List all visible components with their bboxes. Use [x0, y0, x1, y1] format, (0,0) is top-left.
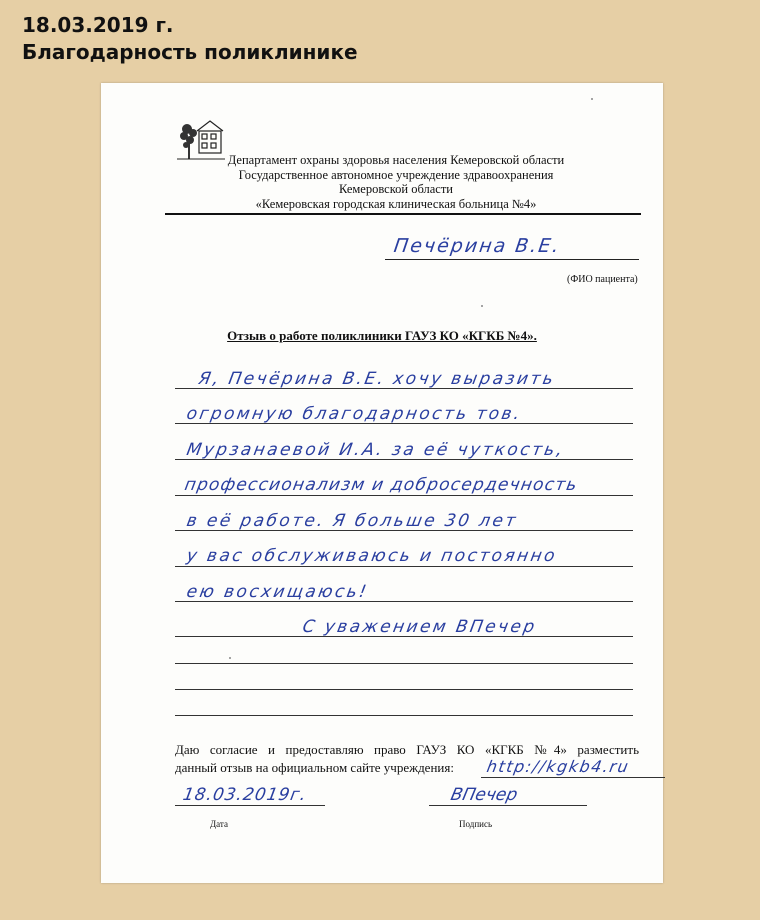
scan-speck — [481, 305, 483, 307]
date-line — [175, 805, 325, 806]
ruled-line — [175, 715, 633, 716]
handwritten-line: у вас обслуживаюсь и постоянно — [185, 546, 559, 566]
post-title: Благодарность поликлинике — [22, 40, 358, 64]
consent-line: данный отзыв на официальном сайте учреждения: — [175, 760, 454, 775]
website-line — [481, 777, 665, 778]
org-line: Кемеровской области — [338, 182, 454, 196]
header-divider — [165, 213, 641, 215]
review-title: Отзыв о работе поликлиники ГАУЗ КО «КГКБ №4». — [227, 328, 537, 343]
patient-name-handwritten: Печёрина В.Е. — [392, 235, 563, 257]
website-handwritten: http://kgkb4.ru — [485, 757, 632, 776]
scan-speck — [591, 98, 593, 100]
signature-handwritten: ВПечер — [448, 785, 520, 805]
scanned-letter — [101, 83, 663, 883]
handwritten-line: ею восхищаюсь! — [185, 582, 371, 602]
post-date: 18.03.2019 г. — [22, 13, 174, 37]
org-line: Департамент охраны здоровья населения Кемеровской области — [227, 153, 565, 167]
organization-header — [211, 153, 581, 211]
org-line: Государственное автономное учреждение здравоохранения — [238, 167, 554, 182]
patient-name-caption: (ФИО пациента) — [567, 274, 638, 285]
handwritten-line: Мурзанаевой И.А. за её чуткость, — [185, 440, 567, 460]
consent-line: Даю согласие и предоставляю право ГАУЗ КО «КГКБ №4» разместить — [175, 742, 639, 757]
signature-caption: Подпись — [459, 819, 493, 829]
handwritten-line: в её работе. Я больше 30 лет — [185, 511, 520, 531]
scan-speck — [229, 657, 231, 659]
handwritten-line: огромную благодарность тов. — [185, 404, 524, 424]
patient-name-line — [385, 259, 639, 260]
ruled-line — [175, 689, 633, 690]
date-handwritten: 18.03.2019г. — [181, 785, 309, 805]
handwritten-line: профессионализм и добросердечность — [183, 475, 580, 495]
signature-line — [429, 805, 587, 806]
ruled-line — [175, 566, 633, 567]
post-header — [22, 12, 358, 66]
handwritten-line: Я, Печёрина В.Е. хочу выразить — [197, 369, 557, 389]
ruled-line — [175, 495, 633, 496]
org-line: «Кемеровская городская клиническая больница №4» — [255, 196, 537, 211]
date-caption: Дата — [210, 819, 228, 829]
ruled-line — [175, 663, 633, 664]
handwritten-closing: С уважением ВПечер — [301, 617, 539, 637]
